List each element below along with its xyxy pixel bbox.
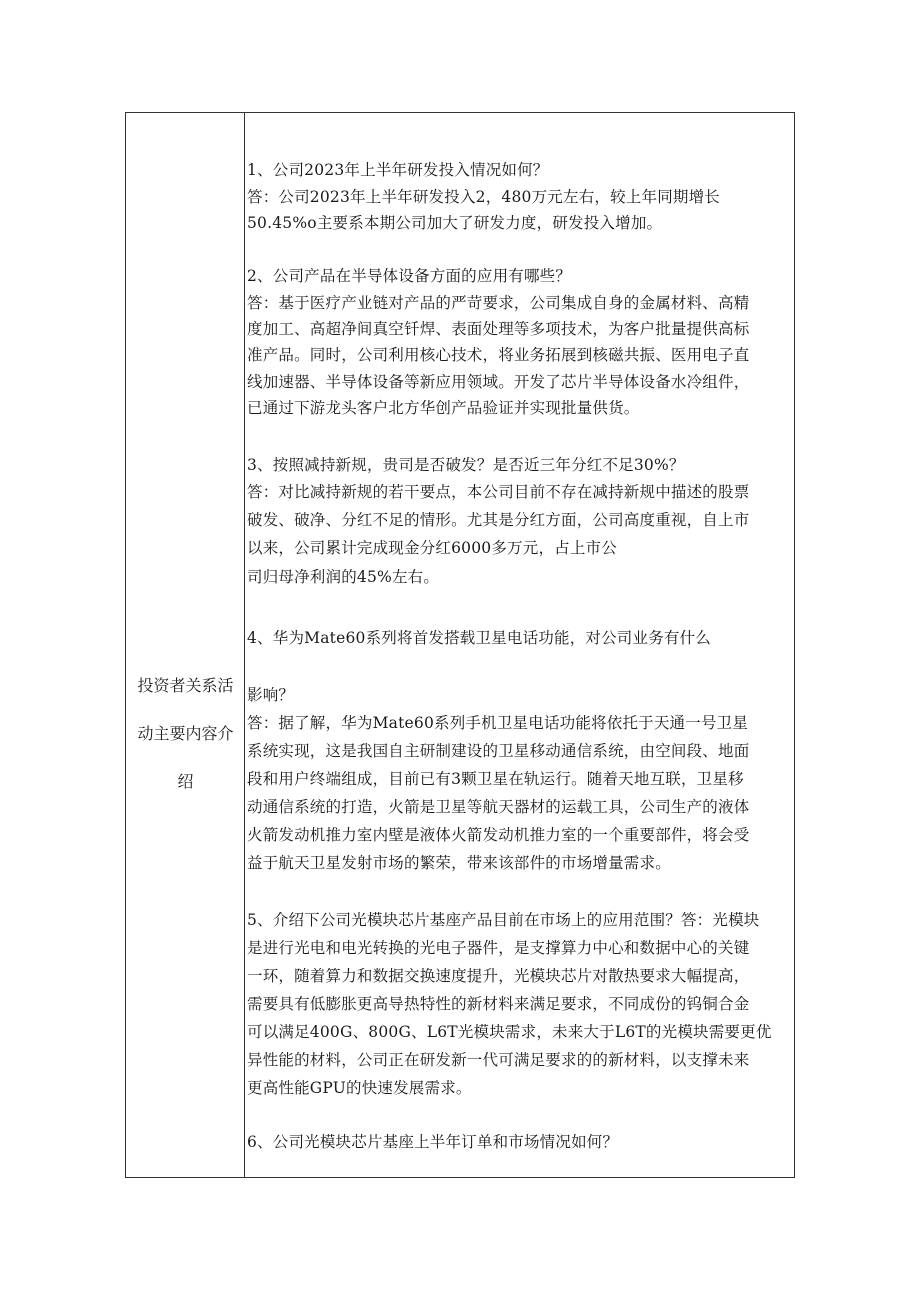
content-cell bbox=[247, 113, 794, 1177]
q3-answer-line: 以来，公司累计完成现金分红6000多万元，占上市公 bbox=[247, 539, 617, 557]
section-label-line: 动主要内容介 bbox=[137, 724, 234, 743]
section-label bbox=[126, 678, 245, 822]
q2-question: 2、公司产品在半导体设备方面的应用有哪些？ bbox=[247, 267, 572, 285]
q2-answer-line: 度加工、高超净间真空钎焊、表面处理等多项技术，为客户批量提供高标 bbox=[247, 320, 750, 338]
q4-question: 4、华为Mate60系列将首发搭载卫星电话功能，对公司业务有什么 bbox=[247, 629, 711, 647]
q3-answer-line: 答：对比减持新规的若干要点，本公司目前不存在减持新规中描述的股票 bbox=[247, 483, 750, 501]
q5-answer-line: 可以满足400G、800G、L6T光模块需求，未来大于L6T的光模块需要更优 bbox=[247, 1023, 772, 1041]
q5-answer-line: 需要具有低膨胀更高导热特性的新材料来满足要求，不同成份的钨铜合金 bbox=[247, 995, 750, 1013]
content-table bbox=[125, 112, 795, 1178]
section-label-line: 绍 bbox=[177, 772, 194, 791]
q1-answer-line: 50.45%o主要系本期公司加大了研发力度，研发投入增加。 bbox=[247, 214, 663, 232]
q5-question: 5、介绍下公司光模块芯片基座产品目前在市场上的应用范围？答：光模块 bbox=[247, 911, 760, 929]
q4-answer-line: 动通信系统的打造，火箭是卫星等航天器材的运载工具，公司生产的液体 bbox=[247, 798, 750, 816]
label-cell bbox=[126, 113, 245, 1177]
q4-answer-line: 益于航天卫星发射市场的繁荣，带来该部件的市场增量需求。 bbox=[247, 854, 671, 872]
q4-answer-line: 系统实现，这是我国自主研制建设的卫星移动通信系统，由空间段、地面 bbox=[247, 742, 750, 760]
q4-question: 影响？ bbox=[247, 686, 295, 704]
q4-answer-line: 答：据了解，华为Mate60系列手机卫星电话功能将依托于天通一号卫星 bbox=[247, 714, 749, 732]
q3-question: 3、按照减持新规，贵司是否破发？是否近三年分红不足30%？ bbox=[247, 456, 685, 474]
q4-answer-line: 火箭发动机推力室内壁是液体火箭发动机推力室的一个重要部件，将会受 bbox=[247, 826, 750, 844]
section-label-line: 投资者关系活 bbox=[137, 676, 234, 695]
q5-answer-line: 更高性能GPU的快速发展需求。 bbox=[247, 1079, 472, 1097]
q1-question: 1、公司2023年上半年研发投入情况如何？ bbox=[247, 161, 549, 179]
q2-answer-line: 已通过下游龙头客户北方华创产品验证并实现批量供货。 bbox=[247, 399, 640, 417]
q6-question: 6、公司光模块芯片基座上半年订单和市场情况如何？ bbox=[247, 1133, 619, 1151]
q3-answer-line: 司归母净利润的45%左右。 bbox=[247, 568, 440, 586]
q5-answer-line: 异性能的材料，公司正在研发新一代可满足要求的的新材料，以支撑未来 bbox=[247, 1051, 750, 1069]
q2-answer-line: 准产品。同时，公司利用核心技术，将业务拓展到核磁共振、医用电子直 bbox=[247, 346, 750, 364]
q3-answer-line: 破发、破净、分红不足的情形。尤其是分红方面，公司高度重视，自上市 bbox=[247, 511, 750, 529]
q4-answer-line: 段和用户终端组成，目前已有3颗卫星在轨运行。随着天地互联，卫星移 bbox=[247, 770, 744, 788]
q1-answer-line: 答：公司2023年上半年研发投入2，480万元左右，较上年同期增长 bbox=[247, 188, 720, 206]
q5-answer-line: 一环，随着算力和数据交换速度提升，光模块芯片对散热要求大幅提高， bbox=[247, 967, 750, 985]
q2-answer-line: 线加速器、半导体设备等新应用领域。开发了芯片半导体设备水冷组件， bbox=[247, 373, 750, 391]
q2-answer-line: 答：基于医疗产业链对产品的严苛要求，公司集成自身的金属材料、高精 bbox=[247, 294, 750, 312]
q5-answer-line: 是进行光电和电光转换的光电子器件，是支撑算力中心和数据中心的关键 bbox=[247, 939, 750, 957]
